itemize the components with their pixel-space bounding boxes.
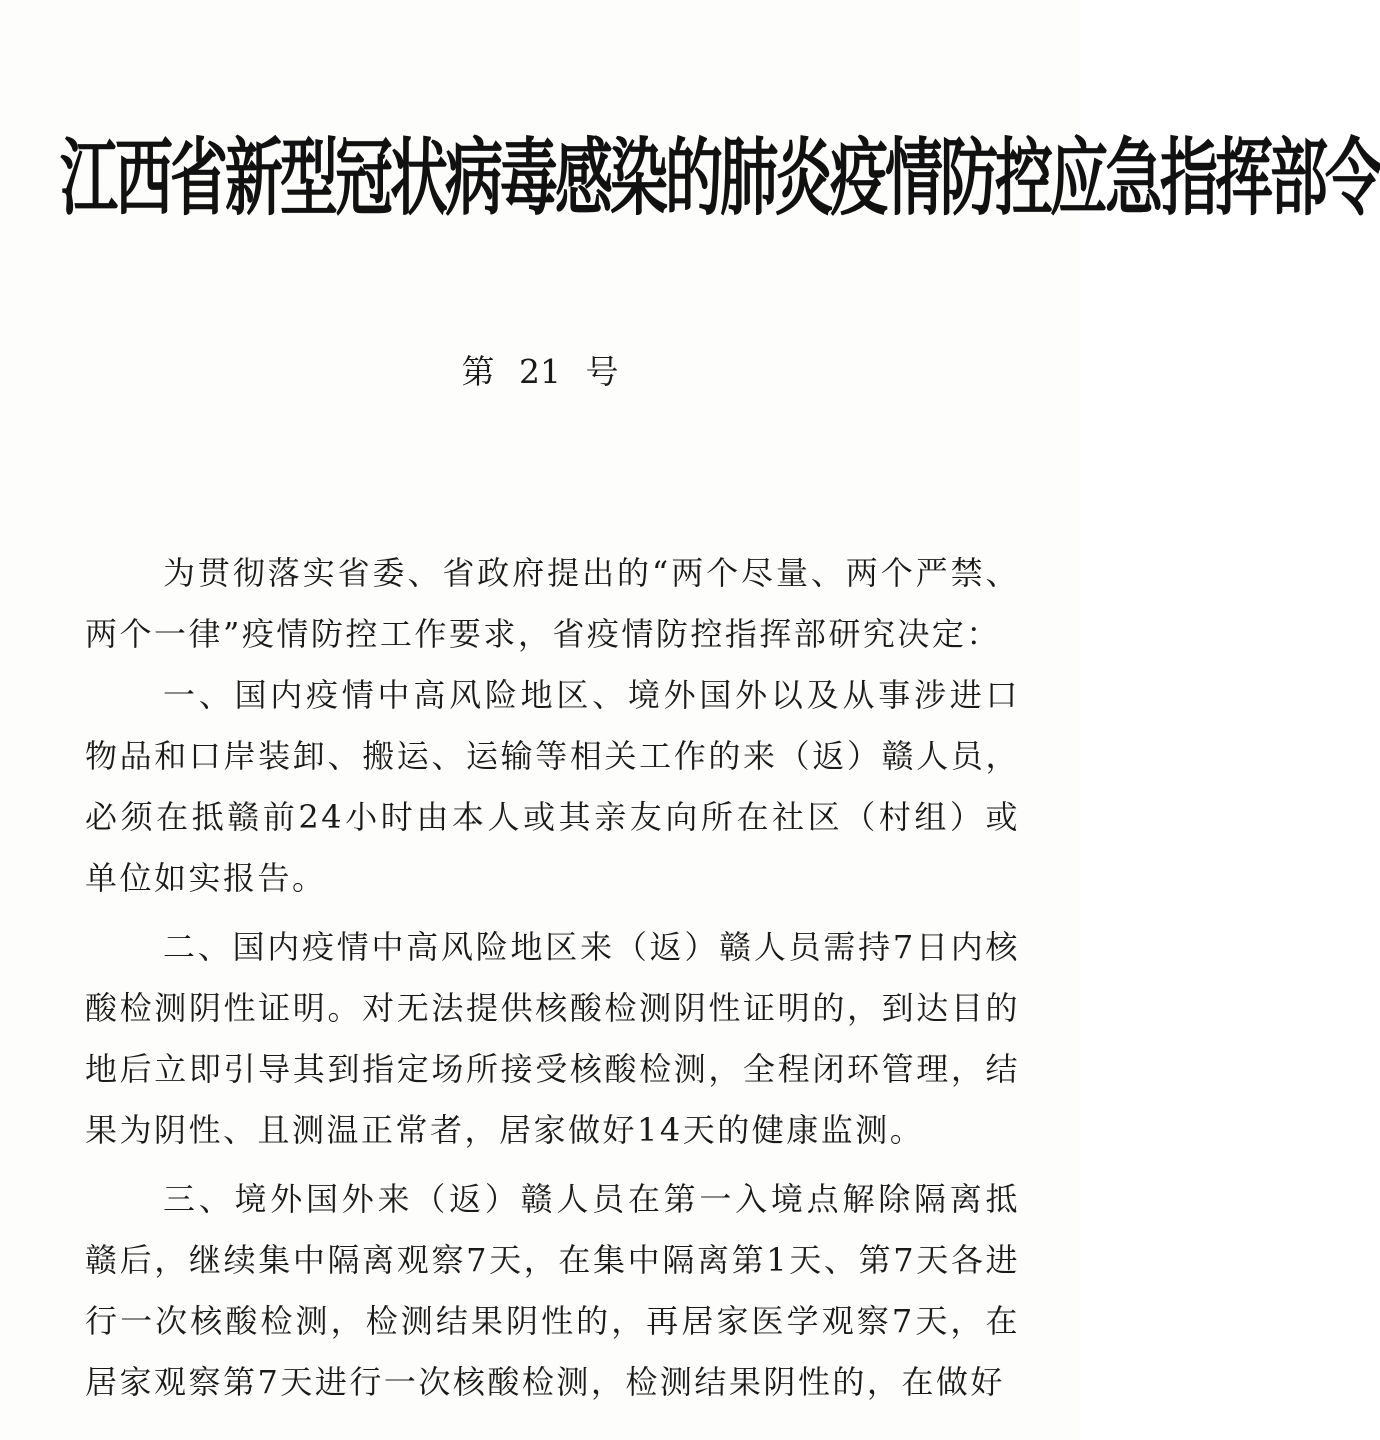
document-title: 江西省新型冠状病毒感染的肺炎疫情防控应急指挥部令 (60, 128, 1380, 228)
paragraph-item-1: 一、国内疫情中高风险地区、境外国外以及从事涉进口物品和口岸装卸、搬运、运输等相关工作的来（返）赣人员，必须在抵赣前24小时由本人或其亲友向所在社区（村组）或单位如实报告。 (85, 676, 1020, 897)
document-number: 第 21 号 (461, 352, 619, 391)
paragraph-intro: 为贯彻落实省委、省政府提出的“两个尽量、两个严禁、两个一律”疫情防控工作要求，省疫情防控指挥部研究决定： (85, 554, 1020, 653)
paragraph-item-2: 二、国内疫情中高风险地区来（返）赣人员需持7日内核酸检测阴性证明。对无法提供核酸检测阴性证明的，到达目的地后立即引导其到指定场所接受核酸检测，全程闭环管理，结果为阴性、且测温正常者，居家做好14天的健康监测。 (85, 928, 1020, 1149)
paragraph-item-3: 三、境外国外来（返）赣人员在第一入境点解除隔离抵赣后，继续集中隔离观察7天，在集中隔离第1天、第7天各进行一次核酸检测，检测结果阴性的，再居家医学观察7天，在居家观察第7天进行一次核酸检测，检测结果阴性的，在做好 (85, 1180, 1020, 1401)
document-body (85, 543, 1020, 1413)
